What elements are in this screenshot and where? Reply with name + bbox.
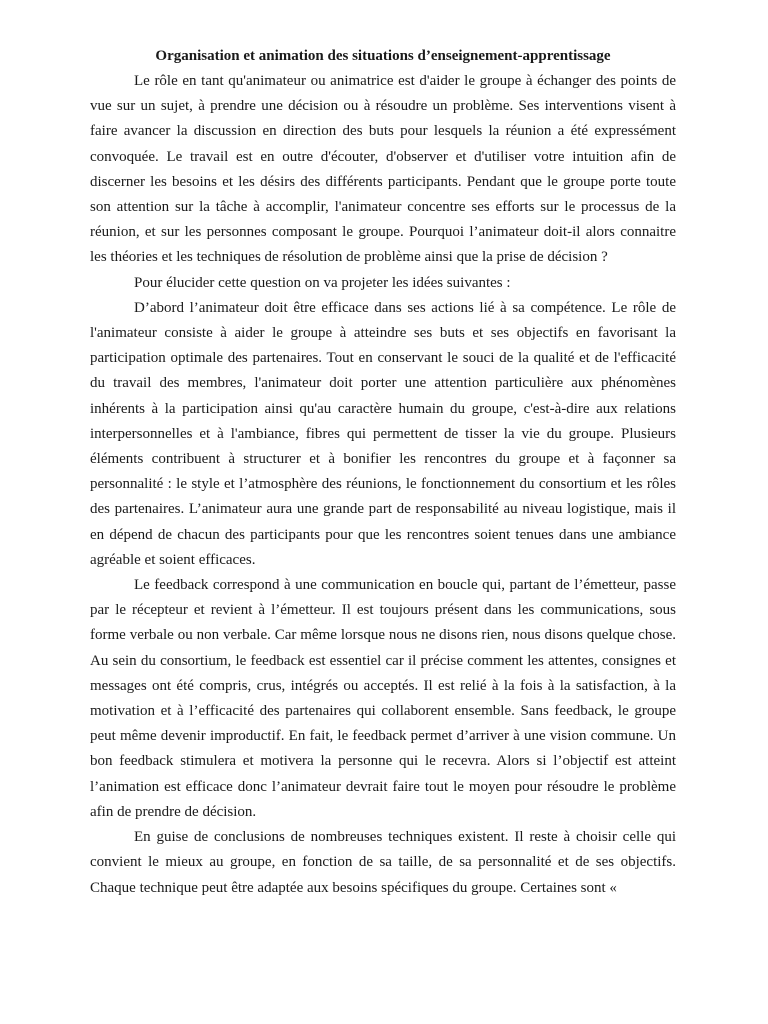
paragraph-conclusion: En guise de conclusions de nombreuses techniques existent. Il reste à choisir celle qui convient le mieux au groupe, en fonction de sa taille, de sa personnalité et de ses objectifs. Chaque technique peut être adaptée aux besoins spécifiques du groupe. Certaines sont « [90,829,676,896]
paragraph-competence: D’abord l’animateur doit être efficace dans ses actions lié à sa compétence. Le rôle de l'animateur consiste à aider le groupe à atteindre ses buts et ses objectifs en favorisant la participation optimale des partenaires. Tout en conservant le souci de la qualité et de l'efficacité du travail des membres, l'animateur doit porter une attention particulière aux phénomènes inhérents à la participation ainsi qu'au caractère humain du groupe, c'est-à-dire aux relations interpersonnelles et à l'ambiance, fibres qui permettent de tisser la vie du groupe. Plusieurs éléments contribuent à structurer et à bonifier les rencontres du groupe et à façonner sa personnalité : le style et l’atmosphère des réunions, le fonctionnement du consortium et les rôles des partenaires. L’animateur aura une grande part de responsabilité au niveau logistique, mais il en dépend de chacun des participants pour que les rencontres soient tenues dans une ambiance agréable et soient efficaces. [90,299,676,568]
document-title: Organisation et animation des situations d’enseignement-apprentissage [155,48,611,64]
paragraph-intro: Le rôle en tant qu'animateur ou animatrice est d'aider le groupe à échanger des points de vue sur un sujet, à prendre une décision ou à résoudre un problème. Ses interventions visent à faire avancer la discussion en direction des buts pour lesquels la réunion a été expressément convoquée. Le travail est en outre d'écouter, d'observer et d'utiliser votre intuition afin de discerner les besoins et les désirs des différents participants. Pendant que le groupe porte toute son attention sur la tâche à accomplir, l'animateur concentre ses efforts sur le processus de la réunion, et sur les personnes composant le groupe. Pourquoi l’animateur doit-il alors connaitre les théories et les techniques de résolution de problème ainsi que la prise de décision ? [90,73,676,266]
paragraph-question: Pour élucider cette question on va projeter les idées suivantes : [134,274,511,291]
paragraph-feedback: Le feedback correspond à une communication en boucle qui, partant de l’émetteur, passe par le récepteur et revient à l’émetteur. Il est toujours présent dans les communications, sous forme verbale ou non verbale. Car même lorsque nous ne disons rien, nous disons quelque chose. Au sein du consortium, le feedback est essentiel car il précise comment les attentes, consignes et messages ont été compris, crus, intégrés ou acceptés. Il est relié à la fois à la satisfaction, à la motivation et à l’efficacité des partenaires qui collaborent ensemble. Sans feedback, le groupe peut même devenir improductif. En fait, le feedback permet d’arriver à une vision commune. Un bon feedback stimulera et motivera la personne qui le recevra. Alors si l’objectif est atteint l’animation est efficace donc l’animateur devrait faire tout le moyen pour résoudre le problème afin de prendre de décision. [90,577,676,820]
document-page [90,44,676,901]
